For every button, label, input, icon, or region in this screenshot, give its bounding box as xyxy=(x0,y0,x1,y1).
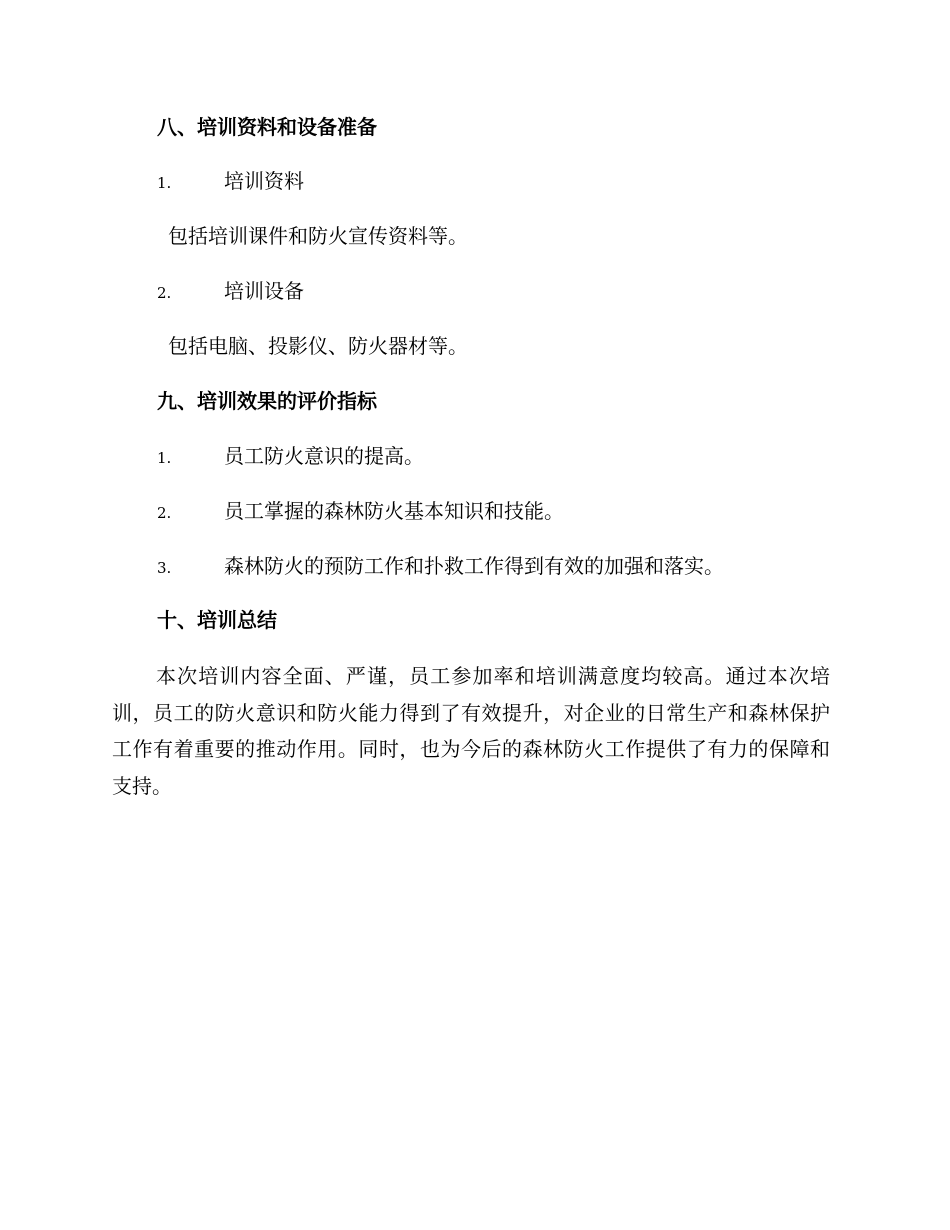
section-heading-evaluation: 九、培训效果的评价指标 xyxy=(157,389,377,413)
list-item-number: 1. xyxy=(157,174,172,192)
list-item-number: 2. xyxy=(157,504,172,522)
list-item-title: 培训资料 xyxy=(224,169,304,193)
list-item-title: 员工防火意识的提高。 xyxy=(224,444,424,468)
list-item-description: 包括电脑、投影仪、防火器材等。 xyxy=(168,334,468,358)
section-heading-materials: 八、培训资料和设备准备 xyxy=(157,115,377,139)
list-item-number: 1. xyxy=(157,449,172,467)
list-item-title: 森林防火的预防工作和扑救工作得到有效的加强和落实。 xyxy=(224,554,724,578)
list-item-title: 员工掌握的森林防火基本知识和技能。 xyxy=(224,499,564,523)
list-item-number: 3. xyxy=(157,559,172,577)
list-item-number: 2. xyxy=(157,284,172,302)
summary-paragraph: 本次培训内容全面、严谨，员工参加率和培训满意度均较高。通过本次培训，员工的防火意识和防火能力得到了有效提升，对企业的日常生产和森林保护工作有着重要的推动作用。同时，也为今后的森林防火工作提供了有力的保障和支持。 xyxy=(112,664,830,798)
list-item-title: 培训设备 xyxy=(224,279,304,303)
list-item-description: 包括培训课件和防火宣传资料等。 xyxy=(168,224,468,248)
section-heading-summary: 十、培训总结 xyxy=(157,608,277,632)
